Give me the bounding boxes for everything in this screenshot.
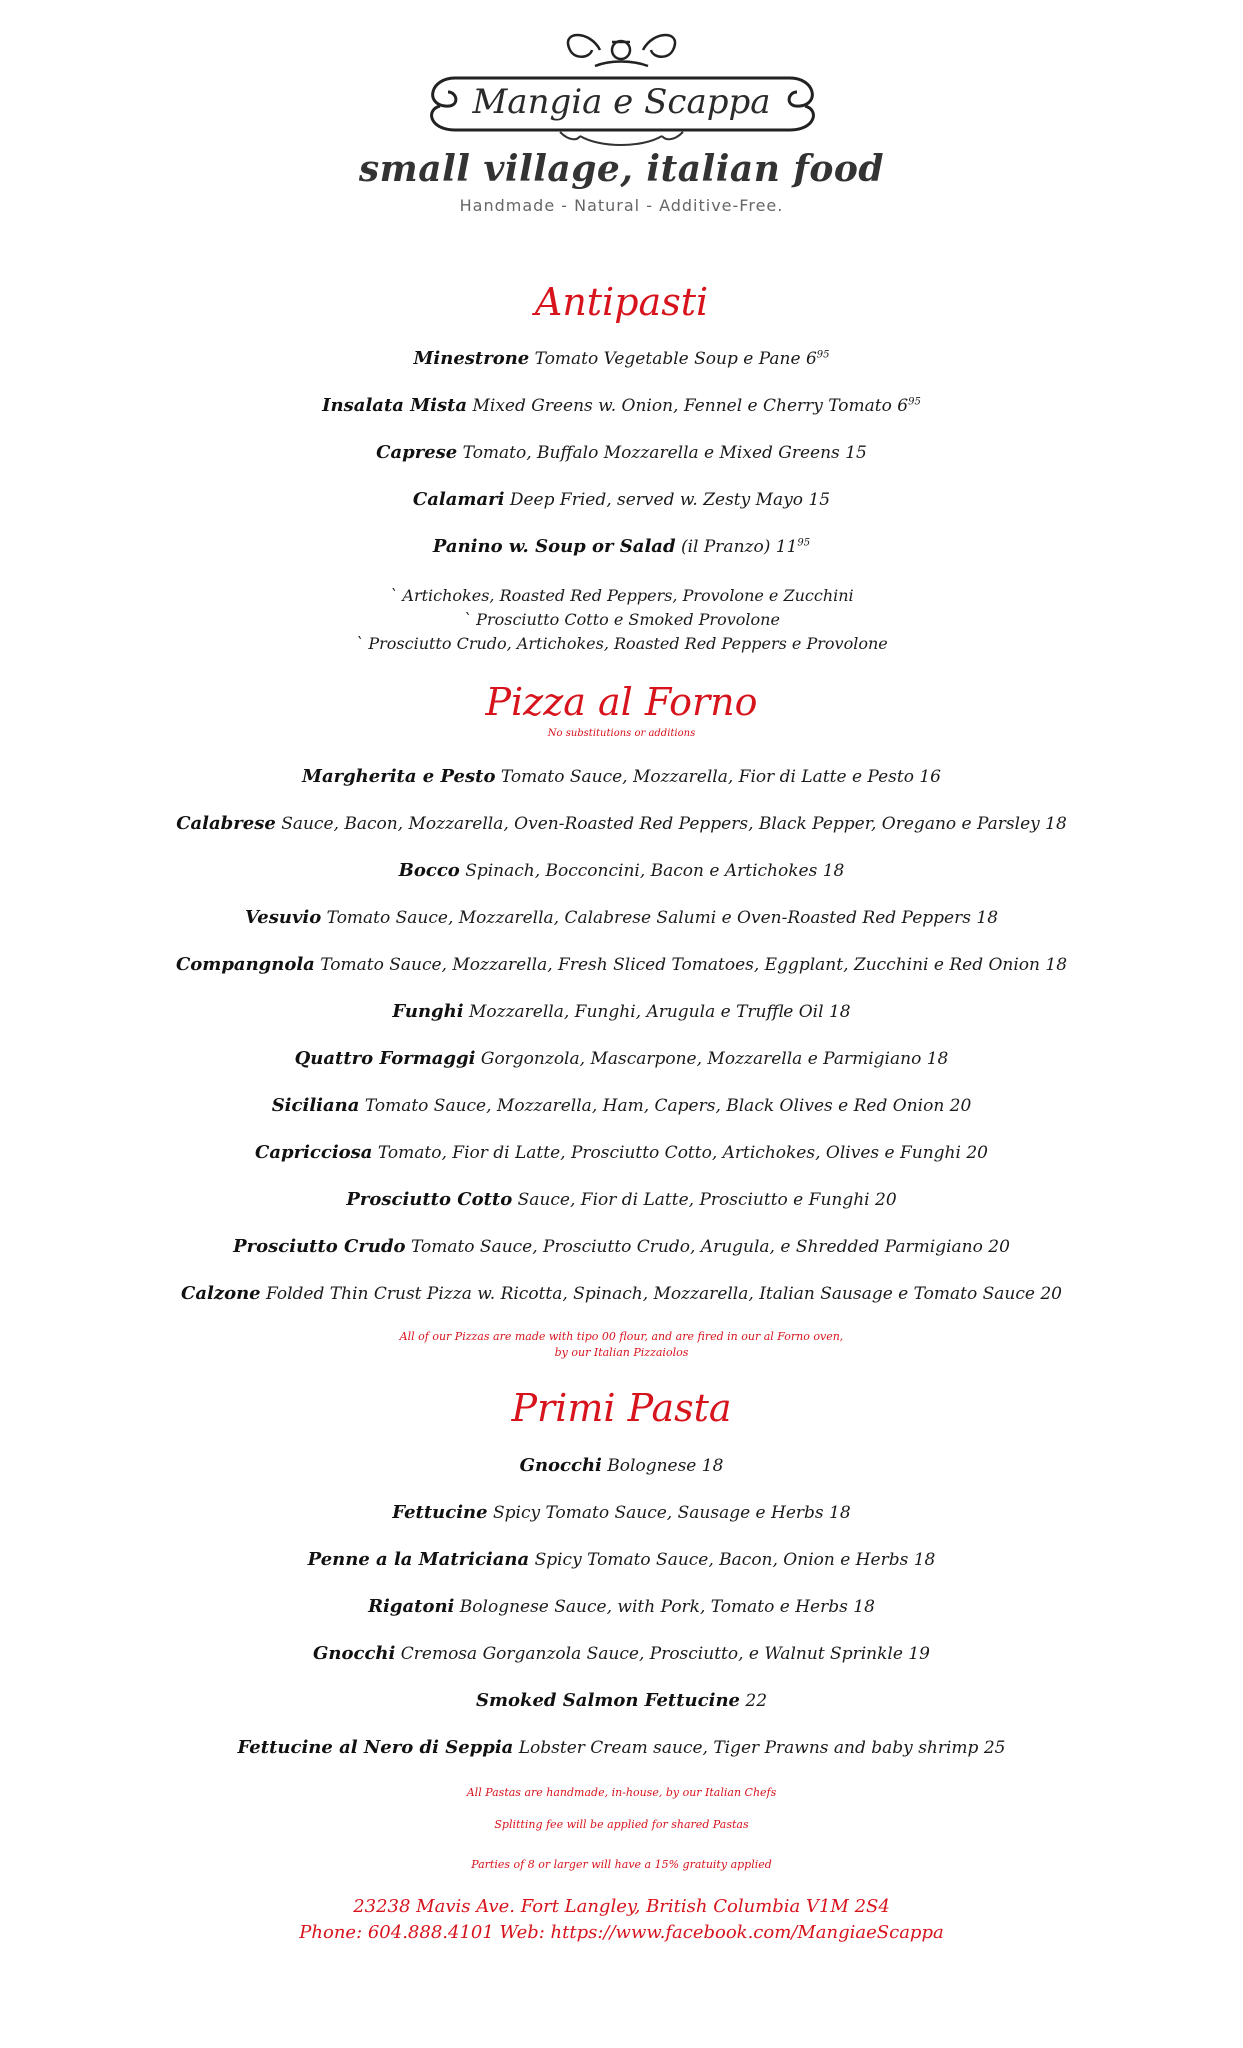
item-desc: Tomato, Buffalo Mozzarella e Mixed Greens xyxy=(462,443,840,463)
menu-item xyxy=(0,1048,1243,1069)
item-price: 19 xyxy=(908,1644,930,1664)
item-desc: Sauce, Fior di Latte, Prosciutto e Funghi xyxy=(517,1190,870,1210)
menu-item xyxy=(0,1690,1243,1711)
footer-contact: Phone: 604.888.4101 Web: https://www.facebook.com/MangiaeScappa xyxy=(299,1922,944,1943)
item-price: 20 xyxy=(875,1190,897,1210)
item-price: 11 xyxy=(775,537,798,557)
menu-item xyxy=(0,1549,1243,1570)
item-name: Panino w. Soup or Salad xyxy=(432,536,676,557)
panino-option: ` Prosciutto Crudo, Artichokes, Roasted Red Peppers e Provolone xyxy=(355,634,888,653)
menu-item xyxy=(0,1643,1243,1664)
menu-item xyxy=(0,1095,1243,1116)
item-price: 18 xyxy=(976,908,999,928)
item-price: 25 xyxy=(983,1738,1006,1758)
item-price: 18 xyxy=(853,1597,875,1617)
item-desc: Tomato Vegetable Soup e Pane xyxy=(534,349,801,369)
item-desc: Sauce, Bacon, Mozzarella, Oven-Roasted Red Peppers, Black Pepper, Oregano e Parsley xyxy=(281,814,1040,834)
item-desc: Spicy Tomato Sauce, Sausage e Herbs xyxy=(493,1503,824,1523)
item-price-cents: 95 xyxy=(908,396,921,408)
menu-item xyxy=(0,1189,1243,1210)
item-price: 20 xyxy=(966,1143,988,1163)
menu-item xyxy=(0,766,1243,787)
item-desc: Tomato Sauce, Mozzarella, Calabrese Salumi e Oven-Roasted Red Peppers xyxy=(326,908,971,928)
item-name: Margherita e Pesto xyxy=(302,766,496,787)
item-price-cents: 95 xyxy=(797,537,811,549)
item-price: 15 xyxy=(808,490,831,510)
item-price: 18 xyxy=(828,1002,851,1022)
item-name: Siciliana xyxy=(271,1095,360,1116)
section-subtitle-pizza: No substitutions or additions xyxy=(547,728,696,739)
section-title-pasta: Primi Pasta xyxy=(511,1386,732,1430)
item-price: 18 xyxy=(822,861,845,881)
restaurant-subtitle: Handmade - Natural - Additive-Free. xyxy=(459,196,784,215)
menu-item xyxy=(0,1283,1243,1304)
item-name: Calzone xyxy=(181,1283,261,1304)
restaurant-logo xyxy=(0,20,1243,220)
pizza-note: All of our Pizzas are made with tipo 00 flour, and are fired in our al Forno oven, xyxy=(399,1330,844,1343)
item-price: 20 xyxy=(1040,1284,1062,1304)
menu-item xyxy=(0,1455,1243,1476)
item-desc: Lobster Cream sauce, Tiger Prawns and baby shrimp xyxy=(518,1738,979,1758)
menu-item xyxy=(0,536,1243,557)
menu-item xyxy=(0,1737,1243,1758)
item-price: 18 xyxy=(701,1456,724,1476)
item-price: 20 xyxy=(949,1096,972,1116)
item-name: Quattro Formaggi xyxy=(294,1048,476,1069)
menu-item xyxy=(0,442,1243,463)
item-price: 18 xyxy=(1045,955,1068,975)
panino-option: ` Prosciutto Cotto e Smoked Provolone xyxy=(463,610,780,629)
menu-item xyxy=(0,348,1243,369)
item-name: Caprese xyxy=(376,442,458,463)
item-price: 18 xyxy=(926,1049,949,1069)
item-name: Prosciutto Crudo xyxy=(233,1236,406,1257)
pasta-note: Parties of 8 or larger will have a 15% gratuity applied xyxy=(471,1858,772,1871)
menu-item xyxy=(0,1236,1243,1257)
item-price: 18 xyxy=(1045,814,1067,834)
item-name: Rigatoni xyxy=(368,1596,455,1617)
item-price-cents: 95 xyxy=(816,349,830,361)
item-price: 22 xyxy=(745,1691,768,1711)
item-desc: (il Pranzo) xyxy=(680,537,771,557)
restaurant-tagline: small village, italian food xyxy=(358,148,885,190)
item-desc: Tomato Sauce, Mozzarella, Ham, Capers, Black Olives e Red Onion xyxy=(364,1096,945,1116)
item-price: 6 xyxy=(897,396,909,416)
menu-item xyxy=(0,395,1243,416)
item-name: Penne a la Matriciana xyxy=(307,1549,530,1570)
item-desc: Spinach, Bocconcini, Bacon e Artichokes xyxy=(465,861,818,881)
menu-item xyxy=(0,1596,1243,1617)
restaurant-name: Mangia e Scappa xyxy=(472,82,771,122)
section-title-pizza: Pizza al Forno xyxy=(485,680,758,724)
item-desc: Bolognese xyxy=(607,1456,697,1476)
item-desc: Mozzarella, Funghi, Arugula e Truffle Oil xyxy=(468,1002,824,1022)
item-name: Vesuvio xyxy=(244,907,322,928)
item-name: Gnocchi xyxy=(519,1455,602,1476)
item-desc: Folded Thin Crust Pizza w. Ricotta, Spinach, Mozzarella, Italian Sausage e Tomato Sauce xyxy=(266,1284,1035,1304)
pasta-note: All Pastas are handmade, in-house, by our Italian Chefs xyxy=(466,1786,777,1799)
item-price: 20 xyxy=(988,1237,1010,1257)
menu-item xyxy=(0,489,1243,510)
item-name: Minestrone xyxy=(413,348,530,369)
item-name: Capricciosa xyxy=(255,1142,373,1163)
item-name: Calabrese xyxy=(176,813,276,834)
item-desc: Tomato, Fior di Latte, Prosciutto Cotto, Artichokes, Olives e Funghi xyxy=(377,1143,961,1163)
item-name: Calamari xyxy=(412,489,505,510)
section-title-antipasti: Antipasti xyxy=(534,280,709,324)
item-name: Gnocchi xyxy=(313,1643,396,1664)
menu-item xyxy=(0,813,1243,834)
item-name: Insalata Mista xyxy=(322,395,468,416)
pizza-note: by our Italian Pizzaiolos xyxy=(554,1346,689,1359)
item-desc: Bolognese Sauce, with Pork, Tomato e Herbs xyxy=(459,1597,848,1617)
item-name: Compangnola xyxy=(175,954,315,975)
item-name: Funghi xyxy=(392,1001,464,1022)
item-desc: Deep Fried, served w. Zesty Mayo xyxy=(509,490,804,510)
item-price: 15 xyxy=(845,443,867,463)
menu-item xyxy=(0,860,1243,881)
pasta-note: Splitting fee will be applied for shared Pastas xyxy=(494,1818,749,1831)
menu-item xyxy=(0,1502,1243,1523)
item-price: 18 xyxy=(829,1503,851,1523)
item-price: 6 xyxy=(805,349,817,369)
item-desc: Spicy Tomato Sauce, Bacon, Onion e Herbs xyxy=(534,1550,909,1570)
item-desc: Mixed Greens w. Onion, Fennel e Cherry Tomato xyxy=(472,396,892,416)
item-desc: Tomato Sauce, Prosciutto Crudo, Arugula, e Shredded Parmigiano xyxy=(410,1237,983,1257)
menu-item xyxy=(0,954,1243,975)
item-desc: Cremosa Gorganzola Sauce, Prosciutto, e Walnut Sprinkle xyxy=(400,1644,903,1664)
item-name: Prosciutto Cotto xyxy=(346,1189,513,1210)
footer-address: 23238 Mavis Ave. Fort Langley, British Columbia V1M 2S4 xyxy=(353,1896,890,1917)
item-desc: Tomato Sauce, Mozzarella, Fresh Sliced Tomatoes, Eggplant, Zucchini e Red Onion xyxy=(320,955,1040,975)
item-desc: Tomato Sauce, Mozzarella, Fior di Latte e Pesto xyxy=(500,767,914,787)
panino-option: ` Artichokes, Roasted Red Peppers, Provolone e Zucchini xyxy=(389,586,854,605)
item-desc: Gorgonzola, Mascarpone, Mozzarella e Parmigiano xyxy=(480,1049,922,1069)
item-name: Smoked Salmon Fettucine xyxy=(475,1690,740,1711)
item-price: 16 xyxy=(919,767,941,787)
item-price: 18 xyxy=(913,1550,936,1570)
item-name: Fettucine al Nero di Seppia xyxy=(237,1737,514,1758)
menu-item xyxy=(0,1142,1243,1163)
item-name: Fettucine xyxy=(392,1502,488,1523)
menu-item xyxy=(0,1001,1243,1022)
menu-item xyxy=(0,907,1243,928)
item-name: Bocco xyxy=(398,860,460,881)
